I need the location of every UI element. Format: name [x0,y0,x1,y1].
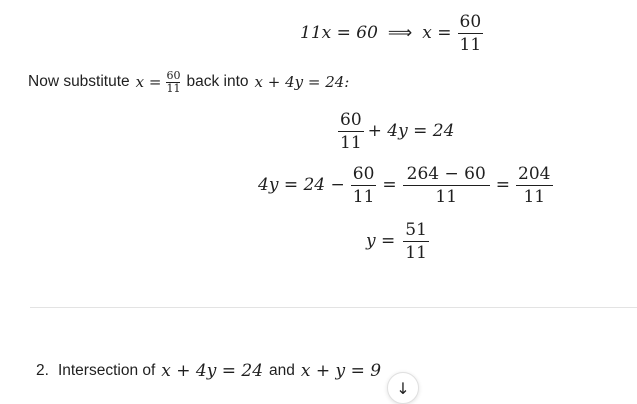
fraction-numerator: 60 [352,163,375,184]
equation-rest: + 4y = 24 [367,121,455,141]
substitute-suffix: back into [186,73,249,90]
fraction-denominator: 11 [435,186,458,207]
substitute-sentence [28,66,349,98]
fraction [516,163,552,208]
equation-line-1 [300,8,483,58]
equals-sign: = [495,175,511,195]
equation-lhs: 11x = 60 [300,23,378,43]
fraction-denominator: 11 [405,242,427,263]
implies-arrow: ⟹ [387,23,413,43]
substitute-equation: x + 4y = 24: [254,73,350,91]
scroll-down-button[interactable] [387,372,419,404]
equation-lhs: 4y = 24 − [258,175,345,195]
equation-a: x + 4y = 24 [161,361,264,381]
inline-fraction [166,68,181,95]
equals-sign: = [382,175,397,195]
fraction-numerator: 60 [459,11,482,32]
list-number: 2. [36,362,49,379]
equation-line-4 [366,216,429,266]
fraction-numerator: 51 [405,219,427,240]
fraction-denominator: 11 [352,186,375,207]
section-2-heading [36,358,381,384]
fraction [403,219,429,264]
fraction-numerator: 60 [340,109,362,130]
inline-fraction-denominator: 11 [166,81,181,95]
equation-var: x = [422,23,452,43]
and-word: and [269,362,295,379]
fraction-denominator: 11 [523,186,546,207]
inline-fraction-numerator: 60 [166,68,181,82]
fraction-denominator: 11 [459,34,482,55]
equation-lhs: y = [366,231,396,251]
fraction [338,109,364,154]
fraction [351,163,377,208]
equation-line-3 [258,160,553,210]
arrow-down-icon: ↓ [396,378,410,398]
fraction-numerator: 204 [518,163,551,184]
section-prefix: Intersection of [57,362,156,379]
fraction [403,163,490,208]
equation-b: x + y = 9 [300,361,382,381]
section-divider [30,307,637,308]
substitute-var: x = [135,73,162,91]
fraction-denominator: 11 [340,132,362,153]
equation-line-2 [338,106,454,156]
substitute-prefix: Now substitute [28,73,130,90]
fraction-numerator: 264 − 60 [406,163,486,184]
fraction [458,11,484,56]
